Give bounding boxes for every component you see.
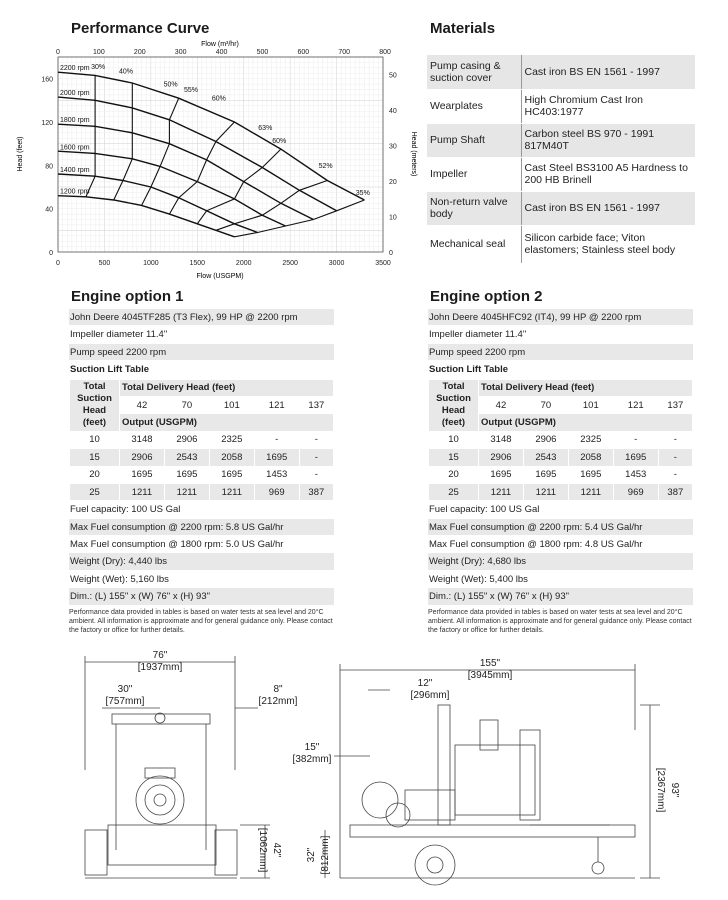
table-cell: 387 <box>658 483 692 500</box>
dim-width-mm: [1937mm] <box>137 662 183 673</box>
materials-row <box>427 191 695 225</box>
table-cell: 1695 <box>613 449 658 466</box>
table-cell: 1695 <box>479 466 524 483</box>
head-value: 70 <box>523 396 568 413</box>
table-cell: 1695 <box>120 466 165 483</box>
dim-8-in: 8" <box>273 684 283 695</box>
engine2-lift-table <box>428 379 693 502</box>
efficiency-label: 52% <box>318 162 333 170</box>
efficiency-label: 50% <box>163 81 178 89</box>
table-cell: 1453 <box>254 466 299 483</box>
material-key: Impeller <box>427 157 521 191</box>
dimension-drawings <box>50 650 690 895</box>
table-cell: 2906 <box>120 449 165 466</box>
output-header: Output (USGPM) <box>120 414 334 431</box>
speed-curve-label: 1200 rpm <box>60 188 90 196</box>
engine1-note: Performance data provided in tables is based on water tests at sea level and 20°C ambient. All information is approximate and for general guidance only. Please contact the factory or office for further details. <box>69 608 333 634</box>
engine1-weight-dry: Weight (Dry): 4,440 lbs <box>69 553 334 570</box>
head-value: 42 <box>479 396 524 413</box>
table-cell: - <box>613 431 658 448</box>
engine1-title: Engine option 1 <box>71 288 184 305</box>
table-row <box>429 449 693 466</box>
table-cell: 20 <box>70 466 120 483</box>
table-cell: 3148 <box>479 431 524 448</box>
x-m3hr-tick: 500 <box>256 49 269 56</box>
head-value: 137 <box>658 396 692 413</box>
x-m3hr-tick: 100 <box>93 49 105 56</box>
engine2-fuel-1800: Max Fuel consumption @ 1800 rpm: 4.8 US Gal/hr <box>428 536 693 553</box>
dim-32-mm: [812mm] <box>320 835 331 875</box>
y-meters-tick: 50 <box>389 72 397 80</box>
engine1-lift-table <box>69 379 334 502</box>
efficiency-label: 60% <box>211 95 226 103</box>
efficiency-label: 35% <box>355 189 370 197</box>
table-row <box>429 466 693 483</box>
delivery-head-header: Total Delivery Head (feet) <box>120 379 334 396</box>
dim-30-mm: [757mm] <box>105 696 145 707</box>
dim-length-in: 155" <box>479 658 501 669</box>
head-value: 121 <box>254 396 299 413</box>
material-value: High Chromium Cast Iron HC403:1977 <box>521 89 695 123</box>
x-m3hr-tick: 800 <box>379 49 391 56</box>
engine2-fuel-capacity: Fuel capacity: 100 US Gal <box>428 501 693 518</box>
materials-row <box>427 123 695 157</box>
table-cell: 1211 <box>120 483 165 500</box>
suction-head-header: Total Suction Head (feet) <box>70 379 120 431</box>
table-cell: 2325 <box>209 431 254 448</box>
dim-42-mm: [1062mm] <box>257 827 268 873</box>
performance-chart <box>14 40 417 285</box>
x-m3hr-tick: 200 <box>133 49 146 56</box>
material-key: Non-return valve body <box>427 191 521 225</box>
table-cell: 1695 <box>209 466 254 483</box>
y-meters-tick: 20 <box>389 178 397 186</box>
engine2-impeller: Impeller diameter 11.4" <box>428 326 693 343</box>
material-value: Cast iron BS EN 1561 - 1997 <box>521 191 695 225</box>
table-row <box>429 483 693 500</box>
table-cell: 1695 <box>568 466 613 483</box>
head-value: 137 <box>299 396 333 413</box>
engine1-lift-title: Suction Lift Table <box>69 361 334 378</box>
engine2-speed: Pump speed 2200 rpm <box>428 344 693 361</box>
engine2-note: Performance data provided in tables is based on water tests at sea level and 20°C ambient. All information is approximate and for general guidance only. Please contact the factory or office for further details. <box>428 608 692 634</box>
side-view-drawing <box>293 658 680 885</box>
table-cell: 1211 <box>479 483 524 500</box>
x-m3hr-tick: 600 <box>297 49 310 56</box>
engine1-weight-wet: Weight (Wet): 5,160 lbs <box>69 571 334 588</box>
head-value: 121 <box>613 396 658 413</box>
material-key: Mechanical seal <box>427 225 521 263</box>
table-cell: - <box>299 466 333 483</box>
engine1-fuel-1800: Max Fuel consumption @ 1800 rpm: 5.0 US Gal/hr <box>69 536 334 553</box>
table-cell: 20 <box>429 466 479 483</box>
material-value: Cast Steel BS3100 A5 Hardness to 200 HB Brinell <box>521 157 695 191</box>
x-m3hr-tick: 700 <box>338 49 351 56</box>
engine2-title: Engine option 2 <box>430 288 543 305</box>
engine1-model: John Deere 4045TF285 (T3 Flex), 99 HP @ 2200 rpm <box>69 309 334 326</box>
material-key: Pump Shaft <box>427 123 521 157</box>
delivery-head-header: Total Delivery Head (feet) <box>479 379 693 396</box>
x-m3hr-tick: 300 <box>174 49 187 56</box>
dim-32-in: 32" <box>306 847 317 863</box>
table-cell: 969 <box>254 483 299 500</box>
left-axis-label: Head (feet) <box>17 136 24 172</box>
x-m3hr-tick: 0 <box>56 49 60 56</box>
speed-curve-label: 1600 rpm <box>60 144 90 152</box>
table-cell: 2543 <box>164 449 209 466</box>
material-value: Cast iron BS EN 1561 - 1997 <box>521 55 695 89</box>
engine1-fuel-capacity: Fuel capacity: 100 US Gal <box>69 501 334 518</box>
dim-42-in: 42" <box>271 842 282 858</box>
materials-row <box>427 225 695 263</box>
table-cell: 1453 <box>613 466 658 483</box>
efficiency-label: 40% <box>119 68 134 76</box>
dim-12-in: 12" <box>417 678 433 689</box>
y-meters-tick: 0 <box>389 250 393 257</box>
table-cell: - <box>299 449 333 466</box>
table-cell: 2058 <box>568 449 613 466</box>
table-cell: 387 <box>299 483 333 500</box>
table-cell: 25 <box>70 483 120 500</box>
x-usgpm-tick: 3000 <box>328 260 345 267</box>
dim-30-in: 30" <box>117 684 133 695</box>
x-usgpm-tick: 0 <box>56 260 60 267</box>
table-cell: - <box>299 431 333 448</box>
speed-curve-label: 2000 rpm <box>60 90 90 98</box>
table-row <box>70 466 334 483</box>
materials-row <box>427 89 695 123</box>
table-cell: 25 <box>429 483 479 500</box>
materials-row <box>427 55 695 89</box>
efficiency-label: 30% <box>91 64 106 72</box>
efficiency-label: 63% <box>258 124 273 132</box>
x-usgpm-tick: 3500 <box>375 260 391 267</box>
table-cell: 1211 <box>209 483 254 500</box>
table-cell: 1695 <box>254 449 299 466</box>
engine2-lift-title: Suction Lift Table <box>428 361 693 378</box>
y-feet-tick: 80 <box>45 163 53 171</box>
table-cell: 2058 <box>209 449 254 466</box>
table-cell: 10 <box>70 431 120 448</box>
table-cell: 2325 <box>568 431 613 448</box>
x-usgpm-tick: 2000 <box>235 260 252 267</box>
dim-93-mm: [2367mm] <box>655 767 666 813</box>
material-key: Wearplates <box>427 89 521 123</box>
dim-8-mm: [212mm] <box>258 696 298 707</box>
x-usgpm-tick: 1500 <box>189 260 206 267</box>
output-header: Output (USGPM) <box>479 414 693 431</box>
table-row <box>70 431 334 448</box>
table-cell: 1211 <box>568 483 613 500</box>
table-cell: 2906 <box>164 431 209 448</box>
table-row <box>70 449 334 466</box>
efficiency-label: 55% <box>184 86 199 94</box>
engine2-weight-dry: Weight (Dry): 4,680 lbs <box>428 553 693 570</box>
dim-12-mm: [296mm] <box>410 690 450 701</box>
table-cell: 10 <box>429 431 479 448</box>
table-cell: 1211 <box>164 483 209 500</box>
engine1-fuel-2200: Max Fuel consumption @ 2200 rpm: 5.8 US Gal/hr <box>69 519 334 536</box>
dim-length-mm: [3945mm] <box>467 670 513 681</box>
performance-title: Performance Curve <box>71 20 210 37</box>
x-usgpm-tick: 1000 <box>143 260 159 267</box>
engine2-weight-wet: Weight (Wet): 5,400 lbs <box>428 571 693 588</box>
efficiency-label: 60% <box>272 137 287 145</box>
table-cell: - <box>658 431 692 448</box>
material-value: Carbon steel BS 970 - 1991 817M40T <box>521 123 695 157</box>
right-axis-label: Head (meters) <box>410 131 417 177</box>
table-cell: 2906 <box>523 431 568 448</box>
table-cell: 1695 <box>164 466 209 483</box>
materials-table <box>427 55 695 264</box>
table-cell: 3148 <box>120 431 165 448</box>
dim-15-in: 15" <box>304 742 320 753</box>
x-m3hr-tick: 400 <box>215 49 228 56</box>
table-cell: 969 <box>613 483 658 500</box>
engine2-block <box>428 309 693 635</box>
table-row <box>429 431 693 448</box>
x-usgpm-tick: 500 <box>98 260 111 267</box>
y-feet-tick: 120 <box>41 120 53 127</box>
table-cell: - <box>658 449 692 466</box>
top-axis-label: Flow (m³/hr) <box>201 41 239 48</box>
suction-head-header: Total Suction Head (feet) <box>429 379 479 431</box>
head-value: 101 <box>568 396 613 413</box>
table-cell: 1211 <box>523 483 568 500</box>
engine1-dims: Dim.: (L) 155" x (W) 76" x (H) 93" <box>69 588 334 605</box>
speed-curve-label: 1400 rpm <box>60 167 90 174</box>
table-cell: 2543 <box>523 449 568 466</box>
y-feet-tick: 0 <box>49 250 53 257</box>
y-feet-tick: 160 <box>41 76 53 84</box>
engine1-impeller: Impeller diameter 11.4" <box>69 326 334 343</box>
engine1-speed: Pump speed 2200 rpm <box>69 344 334 361</box>
dim-width-in: 76" <box>152 650 168 661</box>
materials-row <box>427 157 695 191</box>
table-cell: 15 <box>70 449 120 466</box>
table-row <box>70 483 334 500</box>
speed-curve-label: 2200 rpm <box>60 65 90 73</box>
material-key: Pump casing & suction cover <box>427 55 521 89</box>
table-cell: - <box>254 431 299 448</box>
y-meters-tick: 10 <box>389 214 397 222</box>
y-feet-tick: 40 <box>45 206 53 214</box>
table-cell: 15 <box>429 449 479 466</box>
engine2-model: John Deere 4045HFC92 (IT4), 99 HP @ 2200 rpm <box>428 309 693 326</box>
x-usgpm-tick: 2500 <box>282 260 298 267</box>
dim-93-in: 93" <box>669 782 680 798</box>
table-cell: 2906 <box>479 449 524 466</box>
speed-curve-label: 1800 rpm <box>60 117 90 125</box>
table-cell: - <box>658 466 692 483</box>
engine1-block <box>69 309 334 635</box>
y-meters-tick: 30 <box>389 143 397 151</box>
materials-title: Materials <box>430 20 496 37</box>
y-meters-tick: 40 <box>389 107 397 115</box>
bottom-axis-label: Flow (USGPM) <box>196 273 244 280</box>
table-cell: 1695 <box>523 466 568 483</box>
head-value: 101 <box>209 396 254 413</box>
head-value: 70 <box>164 396 209 413</box>
engine2-fuel-2200: Max Fuel consumption @ 2200 rpm: 5.4 US Gal/hr <box>428 519 693 536</box>
dim-15-mm: [382mm] <box>292 754 332 765</box>
engine2-dims: Dim.: (L) 155" x (W) 76" x (H) 93" <box>428 588 693 605</box>
front-view-drawing <box>85 650 298 878</box>
head-value: 42 <box>120 396 165 413</box>
material-value: Silicon carbide face; Viton elastomers; Stainless steel body <box>521 225 695 263</box>
